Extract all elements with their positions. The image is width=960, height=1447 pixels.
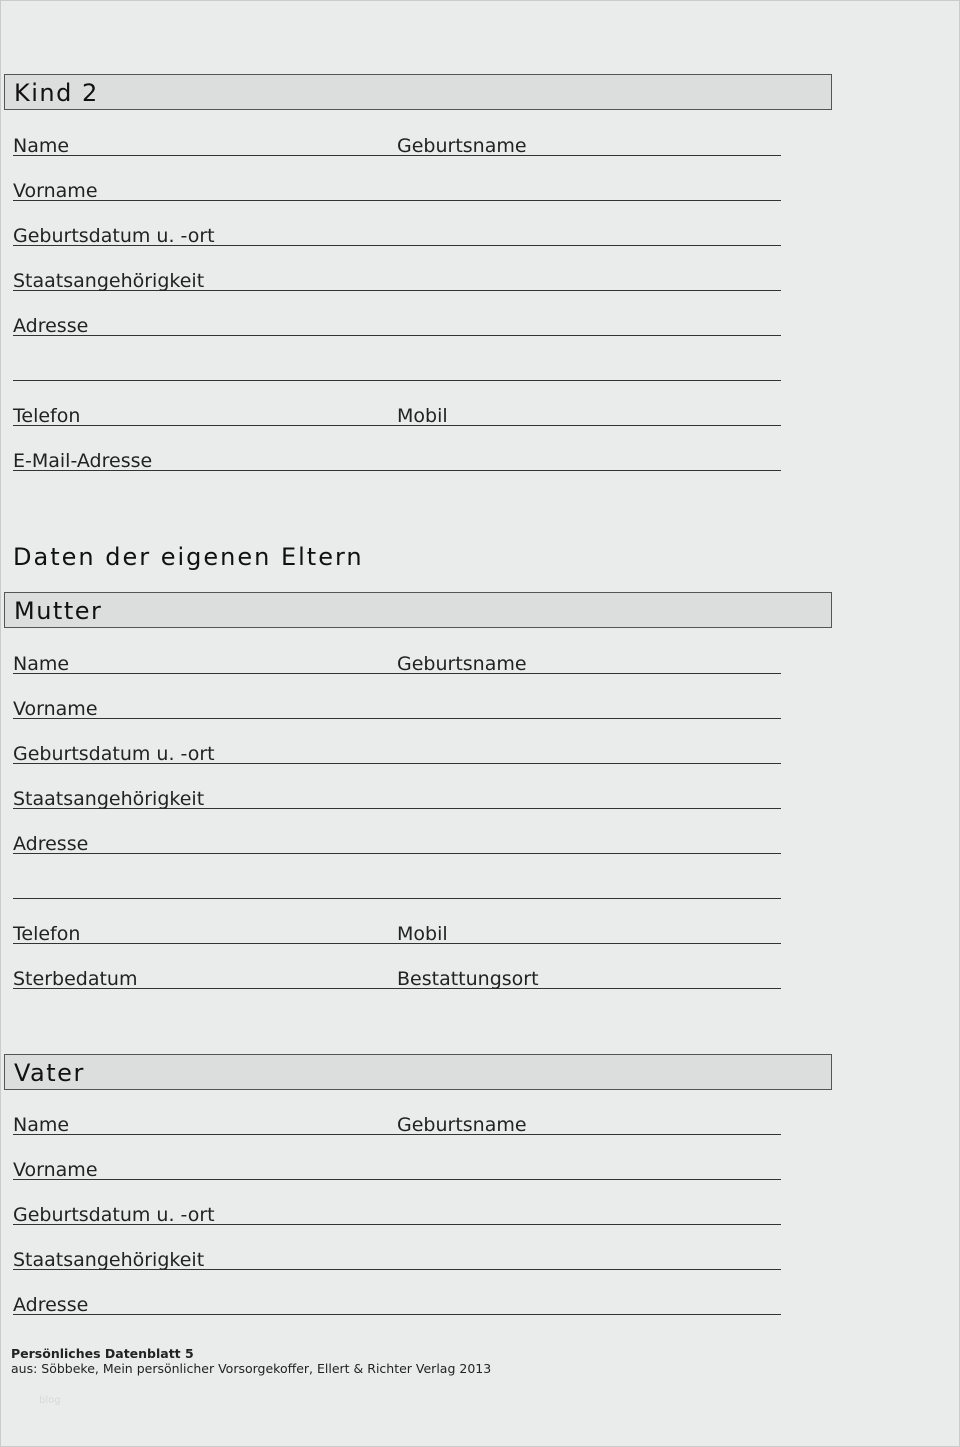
field-adresse[interactable]: Adresse — [13, 1288, 781, 1315]
section-title: Vater — [14, 1059, 85, 1087]
footer-source: aus: Söbbeke, Mein persönlicher Vorsorgekoffer, Ellert & Richter Verlag 2013 — [11, 1361, 492, 1376]
section-header-mutter — [4, 592, 832, 628]
field-vorname[interactable]: Vorname — [13, 1153, 781, 1180]
field-adresse-line2[interactable] — [13, 354, 781, 381]
field-geburtsname[interactable]: Geburtsname — [397, 647, 781, 674]
field-email[interactable]: E-Mail-Adresse — [13, 444, 781, 471]
section-title: Mutter — [14, 597, 103, 625]
field-telefon[interactable]: Telefon — [13, 399, 397, 426]
field-adresse[interactable]: Adresse — [13, 309, 781, 336]
field-name[interactable]: Name — [13, 1108, 397, 1135]
field-geburtsdatum[interactable]: Geburtsdatum u. -ort — [13, 1198, 781, 1225]
field-geburtsname[interactable]: Geburtsname — [397, 1108, 781, 1135]
field-staatsangehoerigkeit[interactable]: Staatsangehörigkeit — [13, 264, 781, 291]
watermark: blog — [39, 1395, 61, 1406]
field-name[interactable]: Name — [13, 647, 397, 674]
field-mobil[interactable]: Mobil — [397, 399, 781, 426]
section-title: Kind 2 — [14, 79, 99, 107]
field-telefon[interactable]: Telefon — [13, 917, 397, 944]
field-bestattungsort[interactable]: Bestattungsort — [397, 962, 781, 989]
field-geburtsdatum[interactable]: Geburtsdatum u. -ort — [13, 219, 781, 246]
heading-eltern: Daten der eigenen Eltern — [13, 543, 364, 571]
field-geburtsname[interactable]: Geburtsname — [397, 129, 781, 156]
field-vorname[interactable]: Vorname — [13, 174, 781, 201]
field-staatsangehoerigkeit[interactable]: Staatsangehörigkeit — [13, 782, 781, 809]
field-name[interactable]: Name — [13, 129, 397, 156]
field-staatsangehoerigkeit[interactable]: Staatsangehörigkeit — [13, 1243, 781, 1270]
field-sterbedatum[interactable]: Sterbedatum — [13, 962, 397, 989]
footer-title: Persönliches Datenblatt 5 — [11, 1346, 194, 1361]
field-mobil[interactable]: Mobil — [397, 917, 781, 944]
field-adresse-line2[interactable] — [13, 872, 781, 899]
section-header-vater — [4, 1054, 832, 1090]
field-vorname[interactable]: Vorname — [13, 692, 781, 719]
footer — [11, 1346, 491, 1376]
field-geburtsdatum[interactable]: Geburtsdatum u. -ort — [13, 737, 781, 764]
field-adresse[interactable]: Adresse — [13, 827, 781, 854]
section-header-kind2 — [4, 74, 832, 110]
